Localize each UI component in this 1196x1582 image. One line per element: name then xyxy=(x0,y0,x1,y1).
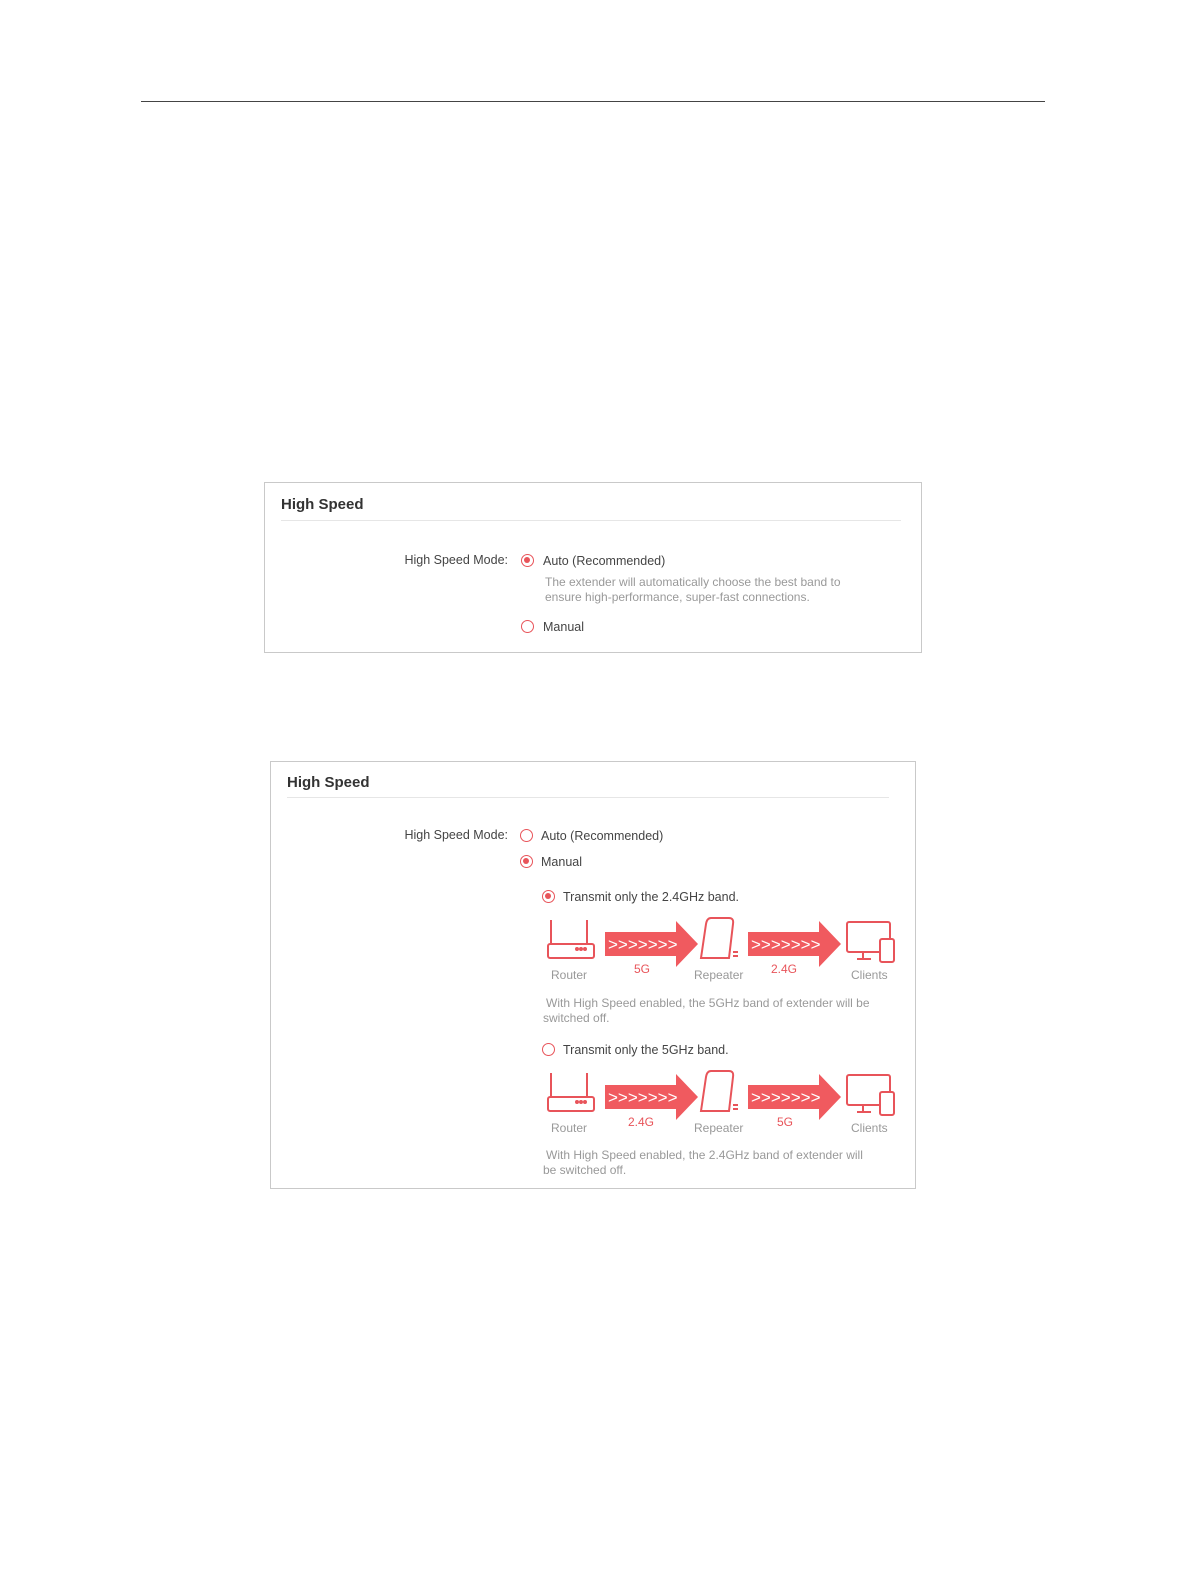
svg-text:>>>>>>>: >>>>>>> xyxy=(751,935,821,954)
manual-radio[interactable] xyxy=(520,855,533,868)
high-speed-panel-auto xyxy=(264,482,922,653)
manual-radio[interactable] xyxy=(521,620,534,633)
manual-radio-label[interactable]: Manual xyxy=(541,855,582,869)
clients-label: Clients xyxy=(851,968,888,982)
arrow-icon xyxy=(748,1074,841,1120)
band-5ghz-label[interactable]: Transmit only the 5GHz band. xyxy=(563,1043,729,1057)
router-icon xyxy=(548,920,594,958)
router-icon xyxy=(548,1073,594,1111)
band-in-label: 5G xyxy=(634,962,651,976)
panel-title: High Speed xyxy=(281,496,364,513)
repeater-icon xyxy=(701,1071,738,1111)
auto-radio[interactable] xyxy=(521,554,534,567)
clients-icon xyxy=(847,922,894,962)
router-label: Router xyxy=(551,968,588,982)
svg-text:>>>>>>>: >>>>>>> xyxy=(608,1088,678,1107)
band-5ghz-radio[interactable] xyxy=(542,1043,555,1056)
band-out-label: 5G xyxy=(777,1115,794,1129)
band-24ghz-diagram xyxy=(546,914,898,980)
panel-title: High Speed xyxy=(287,774,370,791)
svg-text:>>>>>>>: >>>>>>> xyxy=(751,1088,821,1107)
auto-radio-label[interactable]: Auto (Recommended) xyxy=(543,554,666,568)
arrow-icon xyxy=(605,1074,698,1120)
repeater-label: Repeater xyxy=(694,968,744,982)
band-out-label: 2.4G xyxy=(771,962,798,976)
page-header-rule xyxy=(141,101,1045,102)
auto-radio-label[interactable]: Auto (Recommended) xyxy=(541,829,664,843)
clients-label: Clients xyxy=(851,1121,888,1135)
arrow-icon xyxy=(748,921,841,967)
band-24ghz-note: With High Speed enabled, the 5GHz band of extender will be switched off. xyxy=(543,996,870,1025)
band-5ghz-note: With High Speed enabled, the 2.4GHz band of extender will be switched off. xyxy=(543,1148,863,1177)
panel-divider xyxy=(281,520,901,521)
svg-text:>>>>>>>: >>>>>>> xyxy=(608,935,678,954)
repeater-label: Repeater xyxy=(694,1121,744,1135)
router-label: Router xyxy=(551,1121,588,1135)
panel-divider xyxy=(287,797,889,798)
auto-description: The extender will automatically choose the best band to ensure high-performance, super-fast connections. xyxy=(545,575,841,604)
auto-radio[interactable] xyxy=(520,829,533,842)
manual-radio-label[interactable]: Manual xyxy=(543,620,584,634)
band-24ghz-radio[interactable] xyxy=(542,890,555,903)
high-speed-mode-label: High Speed Mode: xyxy=(404,828,508,842)
band-24ghz-label[interactable]: Transmit only the 2.4GHz band. xyxy=(563,890,740,904)
clients-icon xyxy=(847,1075,894,1115)
high-speed-mode-label: High Speed Mode: xyxy=(404,553,508,567)
repeater-icon xyxy=(701,918,738,958)
band-5ghz-diagram xyxy=(546,1067,898,1133)
arrow-icon xyxy=(605,921,698,967)
high-speed-panel-manual xyxy=(270,761,916,1189)
band-in-label: 2.4G xyxy=(628,1115,655,1129)
